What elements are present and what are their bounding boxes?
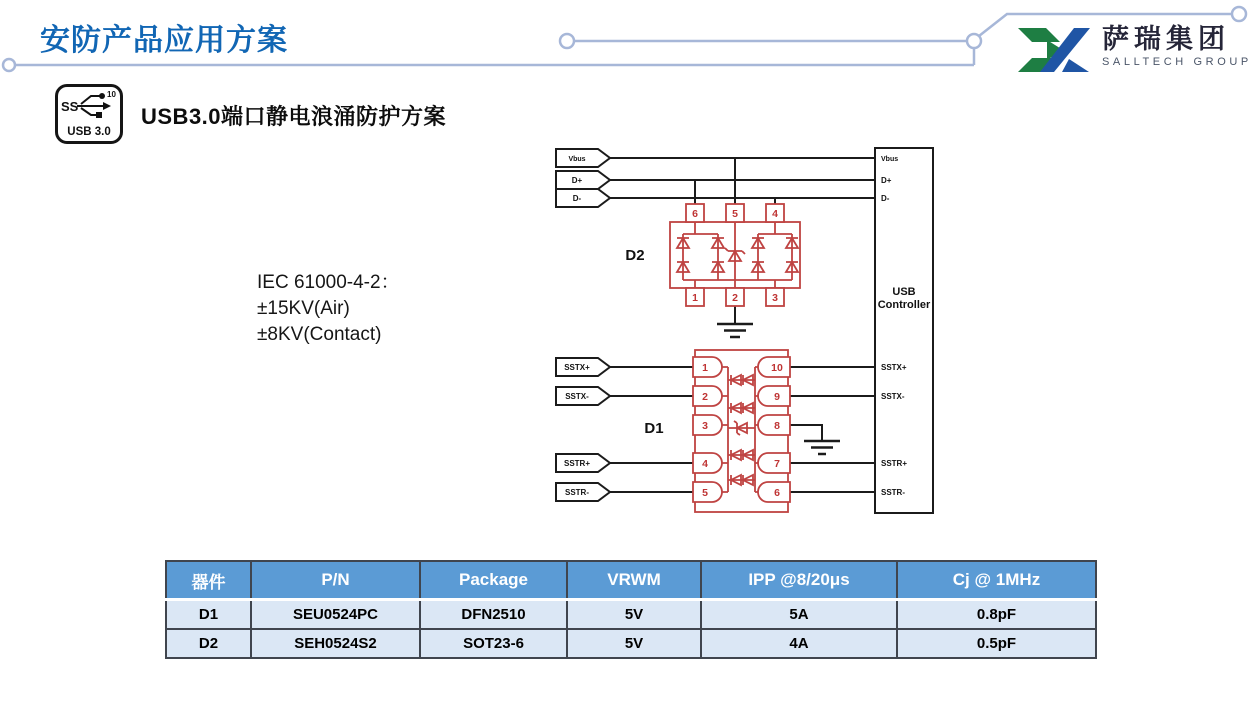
cell-pn: SEH0524S2: [251, 629, 420, 658]
logo-mark-icon: [1016, 26, 1092, 74]
svg-text:6: 6: [774, 487, 780, 499]
usb-badge-superscript: 10: [107, 90, 116, 99]
svg-text:3: 3: [772, 292, 778, 304]
iec-line-1: IEC 61000-4-2：: [257, 272, 400, 293]
d2-label: D2: [625, 247, 645, 264]
svg-text:SSTX-: SSTX-: [881, 392, 905, 401]
iec-standard-note: [257, 270, 400, 348]
flag-label: D+: [571, 176, 583, 185]
cell-cj: 0.5pF: [897, 629, 1096, 658]
svg-text:4: 4: [702, 458, 708, 470]
svg-text:10: 10: [771, 362, 783, 374]
flag-label: SSTR-: [565, 488, 589, 497]
svg-text:4: 4: [772, 208, 778, 220]
company-name-en: SALLTECH GROUP: [1102, 56, 1252, 68]
svg-text:9: 9: [774, 391, 780, 403]
company-logo: [1016, 26, 1252, 74]
svg-text:1: 1: [692, 292, 698, 304]
svg-text:D-: D-: [881, 194, 890, 203]
flag-label: SSTR+: [563, 459, 591, 468]
svg-text:7: 7: [774, 458, 780, 470]
svg-text:5: 5: [702, 487, 708, 499]
usb-badge-caption: USB 3.0: [67, 126, 111, 138]
flag-label: D-: [572, 194, 582, 203]
svg-text:2: 2: [702, 391, 708, 403]
svg-text:2: 2: [732, 292, 738, 304]
cell-package: DFN2510: [420, 600, 567, 630]
svg-text:1: 1: [702, 362, 708, 374]
signal-flags: [556, 149, 610, 501]
table-row: [166, 629, 1096, 658]
svg-text:8: 8: [774, 420, 780, 432]
svg-text:D+: D+: [881, 176, 892, 185]
col-header-pn: P/N: [251, 561, 420, 600]
col-header-package: Package: [420, 561, 567, 600]
svg-text:3: 3: [702, 420, 708, 432]
col-header-device: 器件: [166, 561, 251, 600]
usb3-icon: [58, 87, 120, 141]
cell-vrwm: 5V: [567, 600, 701, 630]
col-header-vrwm: VRWM: [567, 561, 701, 600]
svg-text:Controller: Controller: [877, 299, 931, 311]
component-spec-table: [165, 560, 1097, 659]
svg-text:SSTR-: SSTR-: [881, 488, 905, 497]
iec-line-3: ±8KV(Contact): [257, 324, 382, 345]
flag-label: Vbus: [568, 156, 586, 163]
cell-ipp: 5A: [701, 600, 897, 630]
d1-label: D1: [644, 420, 664, 437]
iec-line-2: ±15KV(Air): [257, 298, 350, 319]
svg-text:SSTR+: SSTR+: [881, 459, 908, 468]
svg-text:Vbus: Vbus: [881, 156, 899, 163]
svg-text:5: 5: [732, 208, 738, 220]
cell-package: SOT23-6: [420, 629, 567, 658]
col-header-cj: Cj @ 1MHz: [897, 561, 1096, 600]
col-header-ipp: IPP @8/20μs: [701, 561, 897, 600]
flag-label: SSTX+: [564, 363, 590, 372]
page-title: 安防产品应用方案: [40, 24, 288, 57]
cell-vrwm: 5V: [567, 629, 701, 658]
usb3-badge: [55, 84, 123, 144]
usb-badge-ss: SS: [61, 99, 79, 114]
flag-label: SSTX-: [565, 392, 589, 401]
spec-table: [165, 560, 1095, 659]
cell-ipp: 4A: [701, 629, 897, 658]
table-header-row: [166, 561, 1096, 600]
cell-pn: SEU0524PC: [251, 600, 420, 630]
table-row: [166, 600, 1096, 630]
cell-device: D1: [166, 600, 251, 630]
svg-text:USB: USB: [892, 286, 916, 298]
cell-cj: 0.8pF: [897, 600, 1096, 630]
company-name-cn: 萨瑞集团: [1102, 24, 1230, 54]
svg-text:6: 6: [692, 208, 698, 220]
section-title: USB3.0端口静电浪涌防护方案: [141, 104, 447, 129]
circuit-diagram: [540, 140, 960, 535]
svg-text:SSTX+: SSTX+: [881, 363, 907, 372]
cell-device: D2: [166, 629, 251, 658]
